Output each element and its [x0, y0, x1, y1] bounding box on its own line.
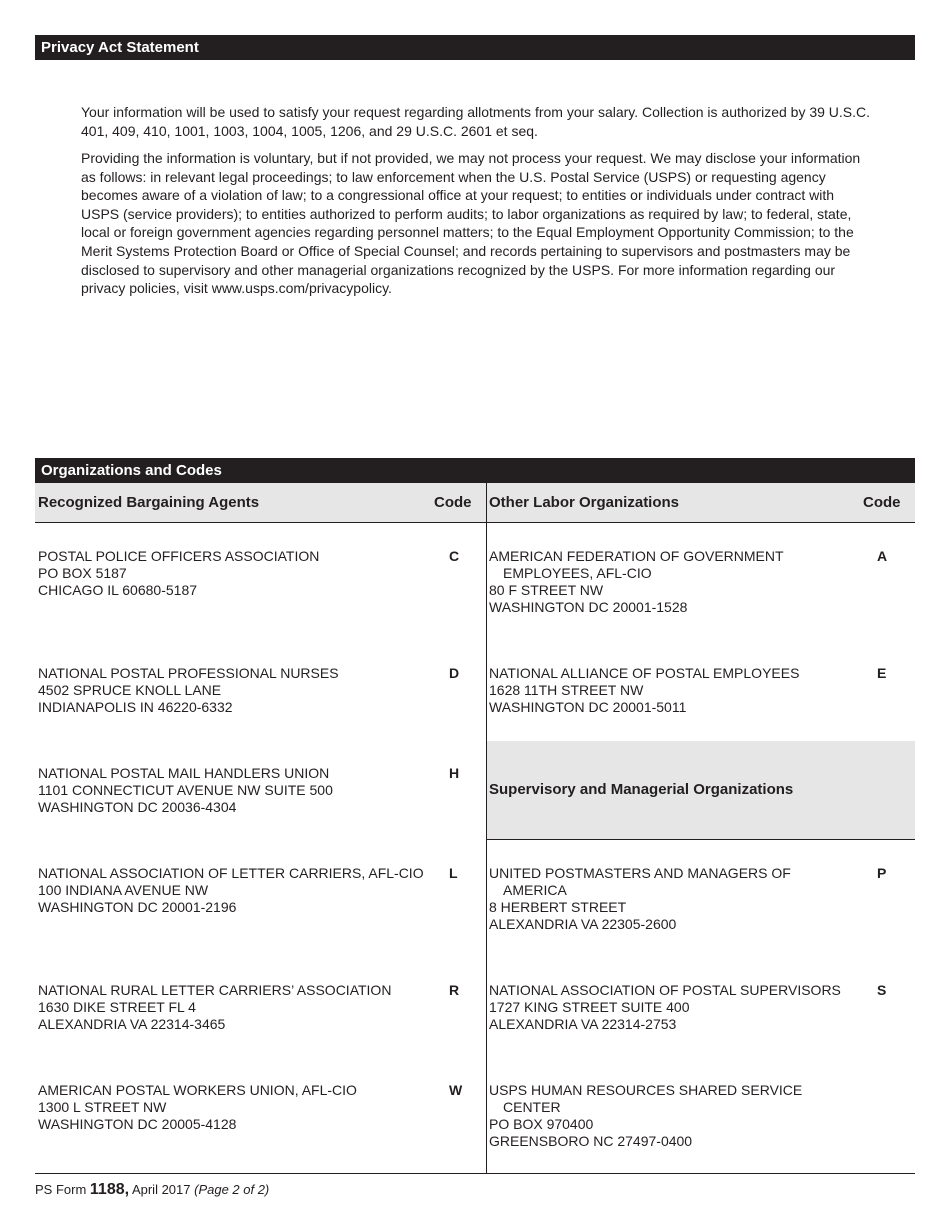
org-name: POSTAL POLICE OFFICERS ASSOCIATION [38, 548, 320, 564]
org-name: NATIONAL POSTAL PROFESSIONAL NURSES [38, 665, 339, 681]
bargaining-agents-code-label: Code [434, 494, 472, 511]
org-address: 8 HERBERT STREET [489, 899, 627, 915]
org-address: 1727 KING STREET SUITE 400 [489, 999, 690, 1015]
org-code: H [449, 765, 460, 781]
org-code: D [449, 665, 460, 681]
org-name: NATIONAL POSTAL MAIL HANDLERS UNION [38, 765, 330, 781]
other-labor-orgs-column-header [486, 483, 915, 523]
bargaining-agent-entry [38, 1082, 438, 1133]
org-name-continued: CENTER [503, 1099, 561, 1115]
org-name: NATIONAL ALLIANCE OF POSTAL EMPLOYEES [489, 665, 800, 681]
page-indicator: (Page 2 of 2) [194, 1182, 270, 1197]
org-city: ALEXANDRIA VA 22305-2600 [489, 916, 677, 932]
org-city: INDIANAPOLIS IN 46220-6332 [38, 699, 233, 715]
org-code: E [877, 665, 887, 681]
bargaining-agent-entry [38, 665, 438, 716]
bargaining-agent-entry [38, 765, 438, 816]
org-address: PO BOX 970400 [489, 1116, 594, 1132]
organizations-header: Organizations and Codes [35, 458, 915, 483]
org-name-continued: EMPLOYEES, AFL-CIO [503, 565, 652, 581]
bottom-rule [35, 1173, 915, 1174]
privacy-header: Privacy Act Statement [35, 35, 915, 60]
form-date: April 2017 [129, 1182, 195, 1197]
org-code: W [449, 1082, 463, 1098]
supervisory-section-title: Supervisory and Managerial Organizations [489, 781, 794, 798]
org-city: ALEXANDRIA VA 22314-2753 [489, 1016, 677, 1032]
bargaining-agent-entry [38, 865, 438, 916]
org-city: WASHINGTON DC 20001-2196 [38, 899, 237, 915]
labor-org-entry [489, 548, 859, 616]
org-city: ALEXANDRIA VA 22314-3465 [38, 1016, 226, 1032]
org-name: AMERICAN FEDERATION OF GOVERNMENT [489, 548, 784, 564]
org-city: WASHINGTON DC 20001-1528 [489, 599, 688, 615]
org-code: A [877, 548, 888, 564]
org-code: C [449, 548, 460, 564]
org-code: L [449, 865, 458, 881]
bargaining-agents-title: Recognized Bargaining Agents [38, 494, 260, 511]
other-labor-orgs-code-label: Code [863, 494, 901, 511]
org-address: 1628 11TH STREET NW [489, 682, 644, 698]
bargaining-agent-entry [38, 982, 438, 1033]
supervisory-org-entry [489, 982, 859, 1033]
org-city: CHICAGO IL 60680-5187 [38, 582, 198, 598]
other-labor-orgs-title: Other Labor Organizations [489, 494, 680, 511]
org-address: 4502 SPRUCE KNOLL LANE [38, 682, 222, 698]
org-city: WASHINGTON DC 20036-4304 [38, 799, 237, 815]
org-name: UNITED POSTMASTERS AND MANAGERS OF [489, 865, 791, 881]
supervisory-org-entry [489, 1082, 859, 1150]
form-number: 1188, [89, 1181, 130, 1198]
org-address: 1101 CONNECTICUT AVENUE NW SUITE 500 [38, 782, 333, 798]
org-name-continued: AMERICA [503, 882, 567, 898]
org-city: GREENSBORO NC 27497-0400 [489, 1133, 693, 1149]
org-address: 1300 L STREET NW [38, 1099, 167, 1115]
org-name: NATIONAL RURAL LETTER CARRIERS’ ASSOCIATION [38, 982, 392, 998]
org-address: PO BOX 5187 [38, 565, 127, 581]
form-footer [35, 1181, 269, 1199]
bargaining-agents-column-header [35, 483, 486, 523]
labor-org-entry [489, 665, 859, 716]
supervisory-org-entry [489, 865, 859, 933]
org-address: 100 INDIANA AVENUE NW [38, 882, 209, 898]
org-code: P [877, 865, 887, 881]
org-address: 1630 DIKE STREET FL 4 [38, 999, 196, 1015]
org-name: NATIONAL ASSOCIATION OF POSTAL SUPERVISORS [489, 982, 841, 998]
org-code: R [449, 982, 460, 998]
org-address: 80 F STREET NW [489, 582, 604, 598]
privacy-paragraph-authority: Your information will be used to satisfy your request regarding allotments from your salary. Collection is authorized by 39 U.S.C. 401, 409, 410, 1001, 1003, 1004, 1005, 1206, and 29 U.S.C. 2601 et seq. [81, 104, 871, 139]
org-code: S [877, 982, 887, 998]
org-name: AMERICAN POSTAL WORKERS UNION, AFL-CIO [38, 1082, 357, 1098]
org-city: WASHINGTON DC 20005-4128 [38, 1116, 237, 1132]
org-name: USPS HUMAN RESOURCES SHARED SERVICE [489, 1082, 803, 1098]
footer-prefix: PS Form [35, 1182, 90, 1197]
org-name: NATIONAL ASSOCIATION OF LETTER CARRIERS, AFL-CIO [38, 865, 424, 881]
privacy-paragraph-disclosure: Providing the information is voluntary, but if not provided, we may not process your request. We may disclose your information as follows: in relevant legal proceedings; to law enforcement when the U.S. Postal Service (USPS) or requesting agency becomes aware of a violation of law; to a congressional office at your request; to entities or individuals under contract with USPS (service providers); to entities authorized to perform audits; to labor organizations as required by law; to federal, state, local or foreign government agencies regarding personnel matters; to the Equal Employment Opportunity Commission; to the Merit Systems Protection Board or Office of Special Counsel; and records pertaining to supervisors and postmasters may be disclosed to supervisory and other managerial organizations recognized by the USPS. For more information regarding our privacy policies, visit www.usps.com/privacypolicy. [81, 150, 861, 297]
supervisory-section-header [487, 741, 915, 840]
org-city: WASHINGTON DC 20001-5011 [489, 699, 687, 715]
bargaining-agent-entry [38, 548, 438, 599]
